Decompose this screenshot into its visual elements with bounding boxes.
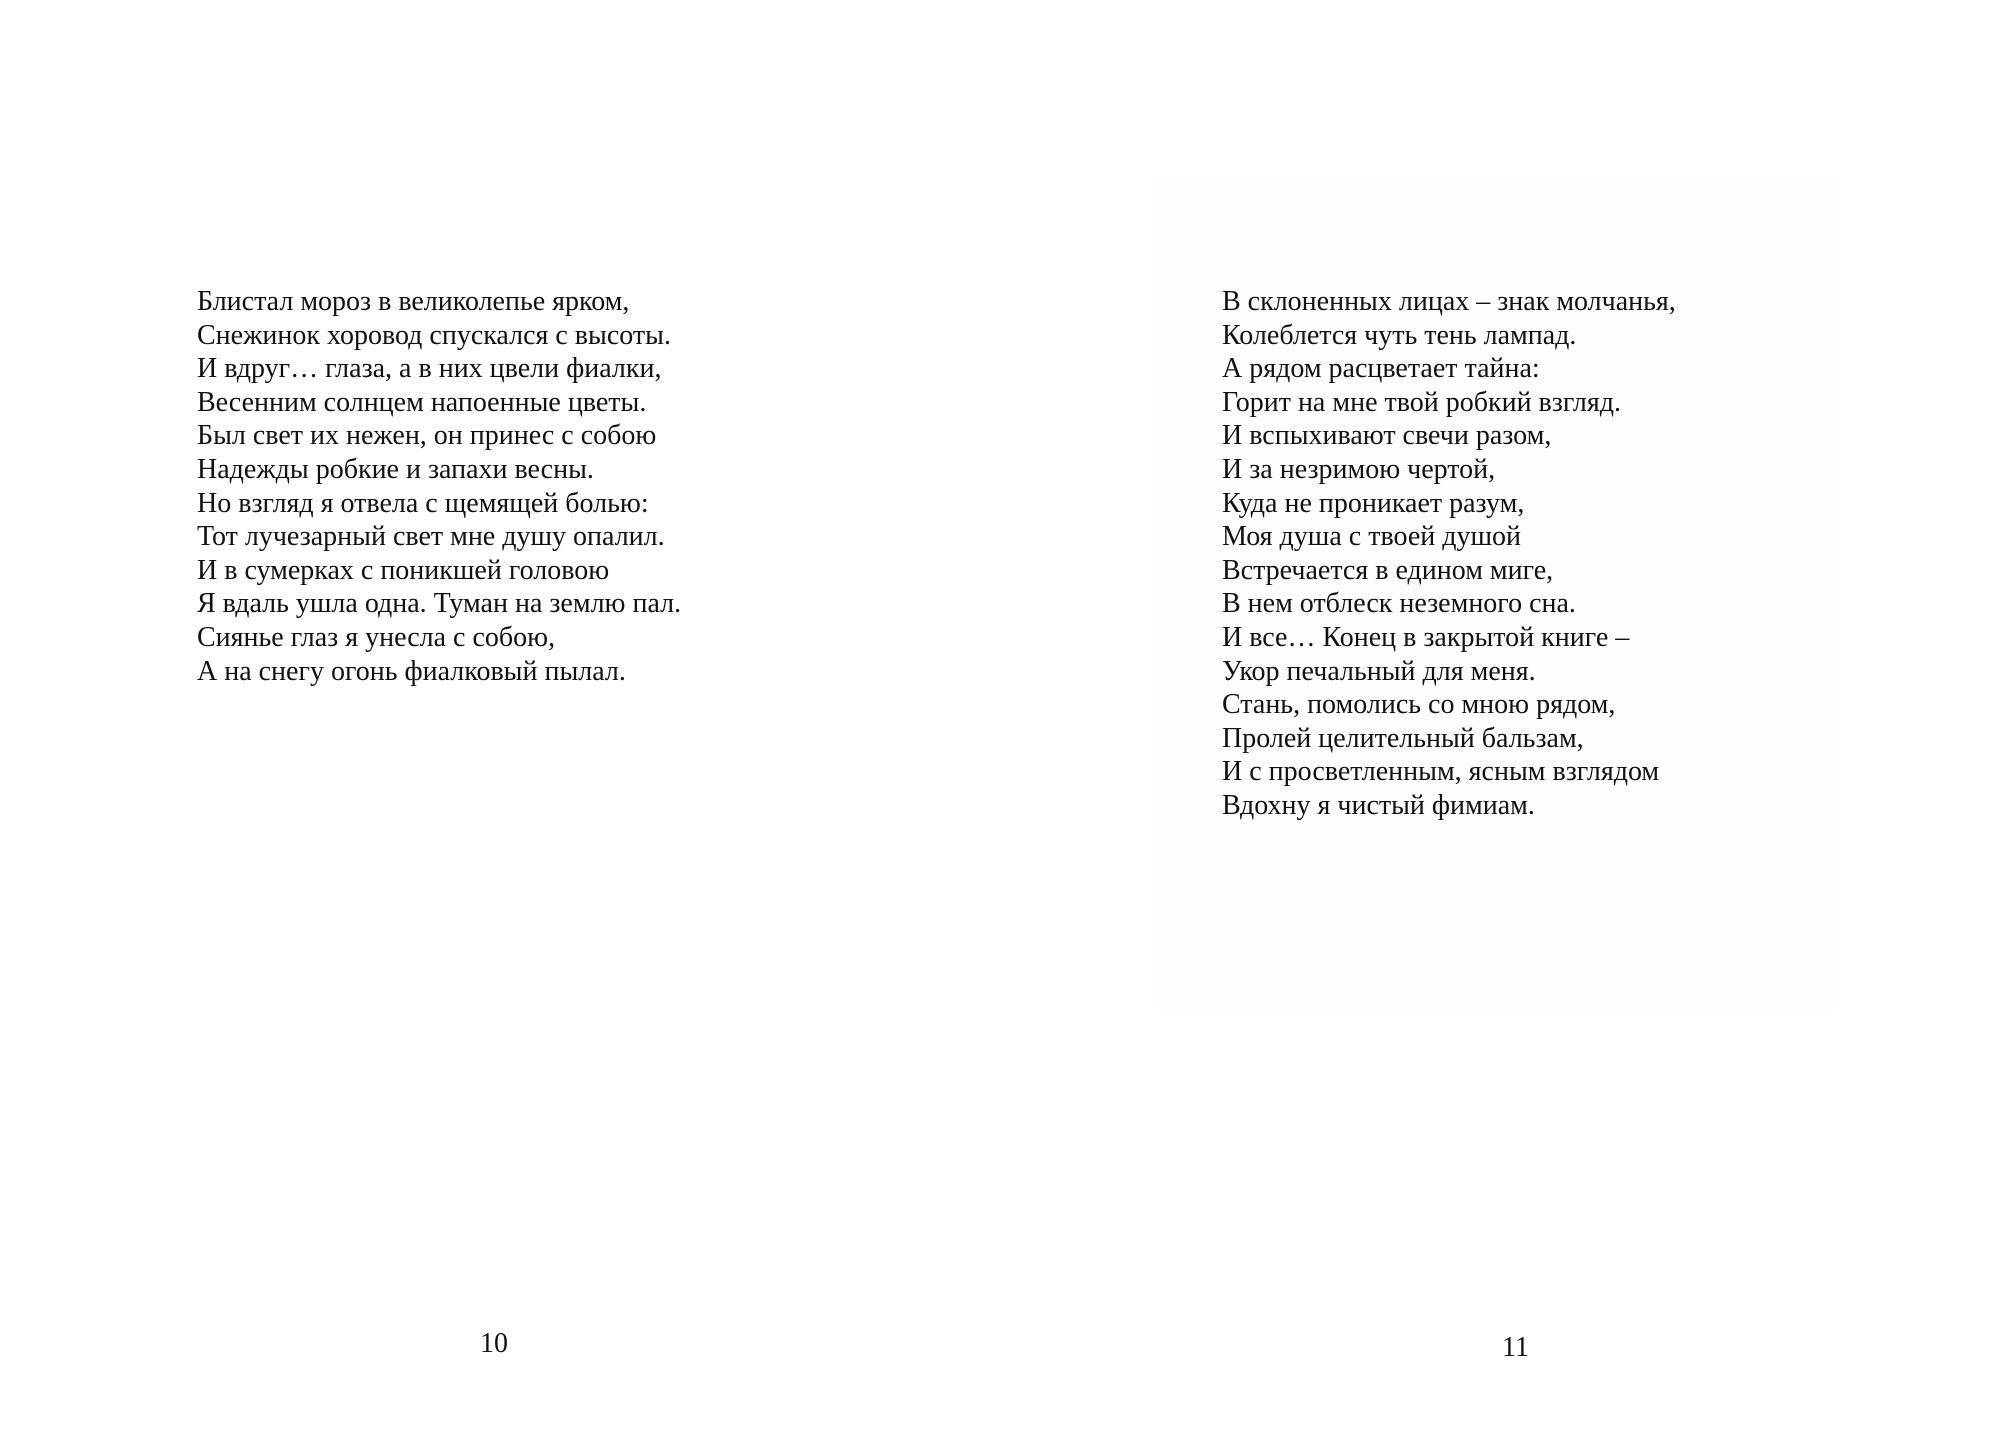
poem-line: Весенним солнцем напоенные цветы. bbox=[197, 386, 647, 418]
poem-line: И в сумерках с поникшей головою bbox=[197, 554, 610, 586]
page-number-left: 10 bbox=[480, 1328, 508, 1359]
poem-line: Пролей целительный бальзам, bbox=[1222, 722, 1584, 754]
poem-line: Был свет их нежен, он принес с собою bbox=[197, 420, 657, 452]
left-poem bbox=[197, 285, 681, 688]
poem-line: А рядом расцветает тайна: bbox=[1222, 353, 1540, 385]
poem-line: Горит на мне твой робкий взгляд. bbox=[1222, 386, 1621, 418]
poem-line: И все… Конец в закрытой книге – bbox=[1222, 621, 1630, 653]
poem-line: И вдруг… глаза, а в них цвели фиалки, bbox=[197, 353, 662, 385]
poem-line: Стань, помолись со мною рядом, bbox=[1222, 689, 1616, 721]
poem-line: А на снегу огонь фиалковый пылал. bbox=[197, 655, 626, 687]
poem-line: В нем отблеск неземного сна. bbox=[1222, 588, 1576, 620]
poem-line: Но взгляд я отвела с щемящей болью: bbox=[197, 487, 649, 519]
poem-line: И с просветленным, ясным взглядом bbox=[1222, 756, 1660, 788]
page-number-right: 11 bbox=[1502, 1332, 1529, 1363]
poem-line: Я вдаль ушла одна. Туман на землю пал. bbox=[197, 588, 682, 620]
poem-line: В склоненных лицах – знак молчанья, bbox=[1222, 286, 1676, 317]
poem-line: Снежинок хоровод спускался с высоты. bbox=[197, 319, 671, 351]
poem-line: Колеблется чуть тень лампад. bbox=[1222, 319, 1577, 351]
poem-line: И вспыхивают свечи разом, bbox=[1222, 420, 1552, 452]
poem-line: Моя душа с твоей душой bbox=[1222, 521, 1522, 553]
poem-line: Вдохну я чистый фимиам. bbox=[1222, 789, 1535, 821]
poem-line: Надежды робкие и запахи весны. bbox=[197, 453, 594, 485]
poem-line: Тот лучезарный свет мне душу опалил. bbox=[197, 521, 665, 553]
poem-line: Куда не проникает разум, bbox=[1222, 487, 1525, 519]
poem-line: Встречается в едином миге, bbox=[1222, 554, 1554, 586]
poem-line: Блистал мороз в великолепье ярком, bbox=[197, 286, 630, 317]
poem-line: Укор печальный для меня. bbox=[1222, 655, 1536, 687]
poem-line: И за незримою чертой, bbox=[1222, 453, 1496, 485]
poem-line: Сиянье глаз я унесла с собою, bbox=[197, 621, 556, 653]
right-poem bbox=[1222, 285, 1676, 823]
